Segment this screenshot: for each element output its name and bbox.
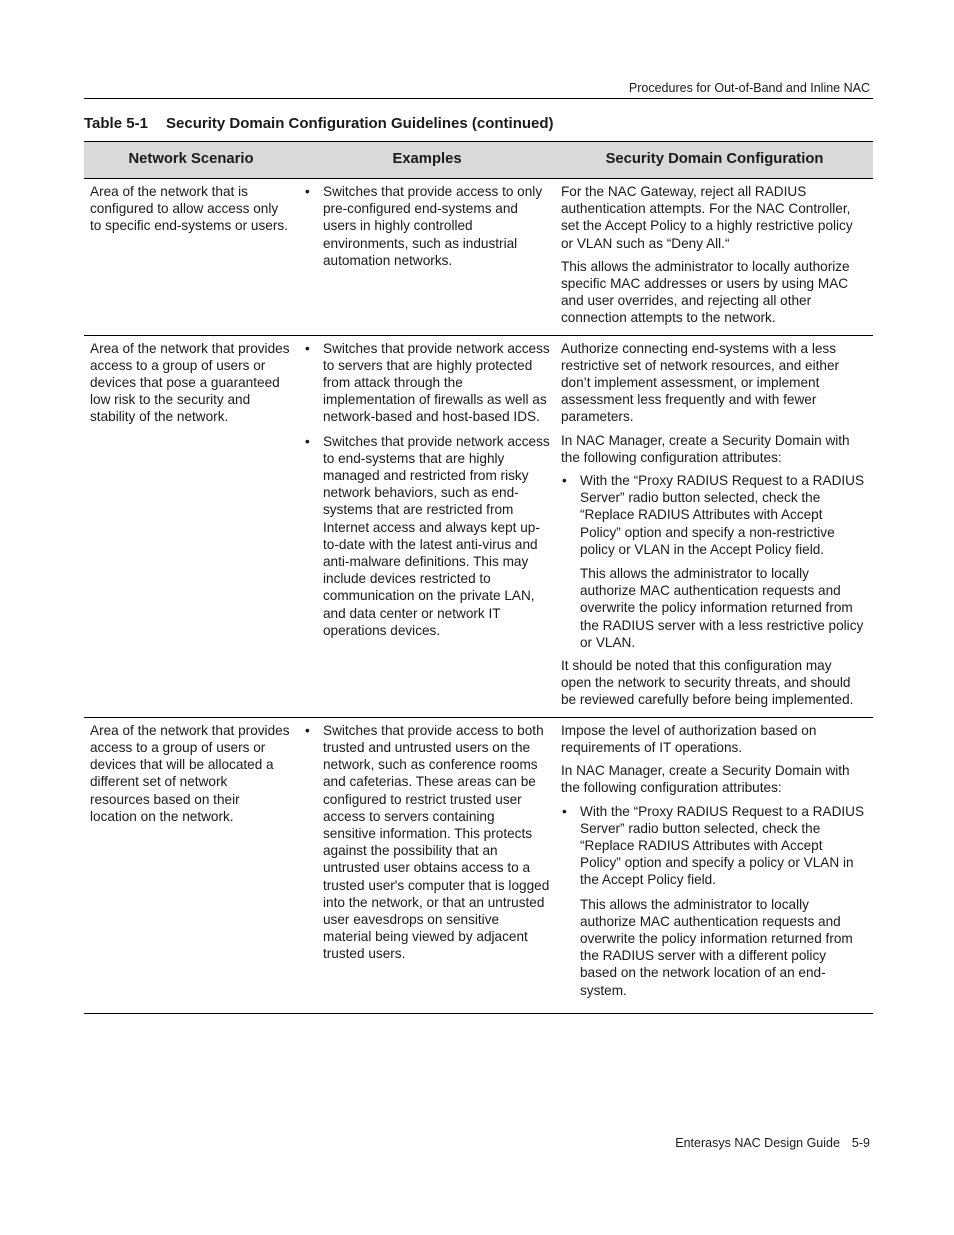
config-paragraph: Impose the level of authorization based on requirements of IT operations.: [561, 722, 817, 755]
table-caption: [84, 115, 554, 133]
config-bullet-note: This allows the administrator to locally authorize MAC authentication requests and overwrite the policy information returned from the RADIUS server with a less restrictive policy or VLAN.: [580, 566, 864, 650]
configuration-cell: [556, 335, 873, 717]
config-bullet-text: • With the “Proxy RADIUS Request to a RADIUS Server” radio button selected, check the “Replace RADIUS Attributes with Accept Policy” option and specify a non-restrictive policy or VLAN in the Accept Policy field.: [580, 473, 865, 557]
scenario-cell: Area of the network that provides access to a group of users or devices that pose a guaranteed low risk to the security and stability of the network.: [84, 335, 298, 717]
list-item: • Switches that provide network access to servers that are highly protected from attack through the implementation of firewalls as well as network-based and host-based IDS.: [304, 340, 550, 426]
config-bullet-list: [561, 803, 865, 999]
list-item: • Switches that provide access to only pre-configured end-systems and users in highly controlled environments, such as industrial automation networks.: [304, 183, 550, 269]
list-item: • Switches that provide network access to end-systems that are highly managed and restricted from risky network behaviors, such as end-systems that are restricted from Internet access and always kept up-to-date with the latest anti-virus and anti-malware definitions. This may include devices restricted to communication on the private LAN, and data center or network IT operations devices.: [304, 433, 550, 639]
scenario-cell: Area of the network that provides access to a group of users or devices that will be allocated a different set of network resources based on their location on the network.: [84, 717, 298, 1013]
column-header-examples: Examples: [298, 142, 556, 179]
examples-cell: [298, 335, 556, 717]
config-paragraph: For the NAC Gateway, reject all RADIUS authentication attempts. For the NAC Controller, set the Accept Policy to a highly restrictive policy or VLAN such as “Deny All.“: [561, 184, 853, 251]
config-paragraph: It should be noted that this configuration may open the network to security threats, and should be reviewed carefully before being implemented.: [561, 658, 854, 708]
examples-cell: [298, 717, 556, 1013]
configuration-cell: [556, 717, 873, 1013]
configuration-cell: [556, 179, 873, 336]
config-paragraph: In NAC Manager, create a Security Domain with the following configuration attributes:: [561, 763, 850, 796]
footer-guide-title: Enterasys NAC Design Guide: [675, 1136, 840, 1150]
table-caption-number: Table 5-1: [84, 115, 148, 132]
config-paragraph: In NAC Manager, create a Security Domain with the following configuration attributes:: [561, 432, 850, 465]
config-paragraph: Authorize connecting end-systems with a less restrictive set of network resources, and either don’t implement assessment, or implement assessment less frequently and with fewer parameters.: [561, 340, 840, 425]
list-item: • Switches that provide access to both trusted and untrusted users on the network, such as conference rooms and cafeterias. These areas can be configured to restrict trusted user access to servers containing sensitive information. This protects against the possibility that an untrusted user obtains access to a trusted user's computer that is logged into the network, or that an untrusted user eavesdrops on sensitive material being viewed by adjacent trusted users.: [304, 722, 550, 963]
config-paragraph: This allows the administrator to locally authorize specific MAC addresses or users by using MAC and user overrides, and rejecting all other connection attempts to the network.: [561, 258, 850, 326]
column-header-configuration: Security Domain Configuration: [556, 142, 873, 179]
config-bullet-note: This allows the administrator to locally authorize MAC authentication requests and overwrite the policy information returned from the RADIUS server with a different policy based on the network location of an end-system.: [580, 896, 853, 998]
running-footer: [84, 1135, 870, 1151]
examples-cell: [298, 179, 556, 336]
table-row: [84, 335, 873, 717]
running-header: Procedures for Out-of-Band and Inline NAC: [628, 81, 870, 95]
table-caption-title: Security Domain Configuration Guidelines (continued): [166, 115, 554, 132]
table-header-row: [84, 142, 873, 179]
guidelines-table: [84, 141, 873, 1014]
header-rule: [84, 98, 873, 99]
list-item: [561, 472, 865, 651]
config-bullet-list: [561, 472, 865, 651]
scenario-cell: Area of the network that is configured to allow access only to specific end-systems or users.: [84, 179, 298, 336]
config-bullet-text: • With the “Proxy RADIUS Request to a RADIUS Server” radio button selected, check the “Replace RADIUS Attributes with Accept Policy” option and specify a policy or VLAN in the Accept Policy field.: [580, 803, 865, 888]
examples-list: [304, 722, 550, 963]
table-row: [84, 717, 873, 1013]
list-item: [561, 803, 865, 999]
page-number: 5-9: [851, 1136, 870, 1150]
column-header-scenario: Network Scenario: [84, 142, 298, 179]
table-row: [84, 179, 873, 336]
examples-list: [304, 183, 550, 269]
examples-list: [304, 340, 550, 639]
